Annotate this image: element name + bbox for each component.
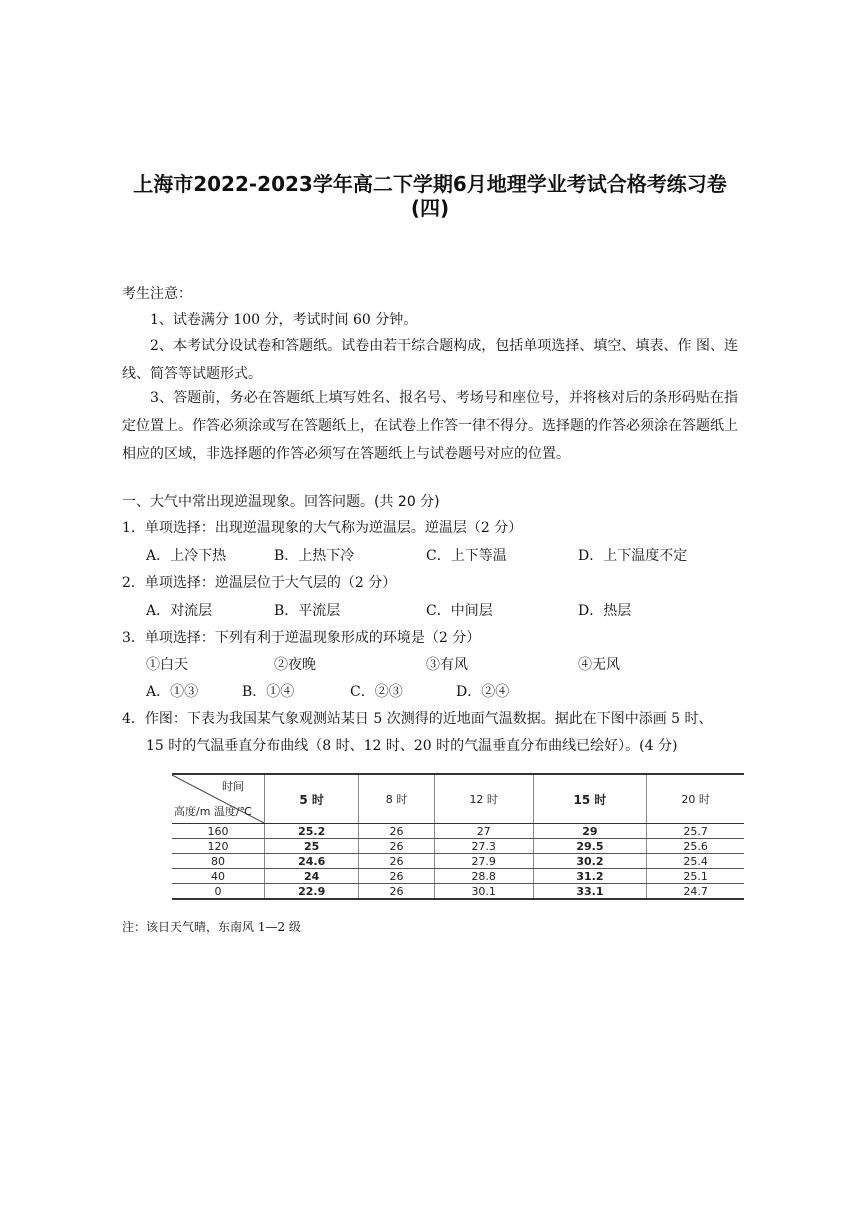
value-cell: 25.6 <box>647 839 744 854</box>
table-row <box>172 884 744 900</box>
question-3-option-b: B．①④ <box>242 684 295 700</box>
table-corner-header <box>172 774 265 824</box>
title-line-1: 上海市2022-2023学年高二下学期6月地理学业考试合格考练习卷 <box>133 172 727 196</box>
question-1-option-b: B．上热下冷 <box>274 548 355 564</box>
table-row <box>172 824 744 839</box>
corner-height-temp-label: 高度/m 温度/℃ <box>174 805 252 818</box>
value-cell: 30.1 <box>434 884 533 900</box>
value-cell: 24.7 <box>647 884 744 900</box>
question-3-option-c: C．②③ <box>350 684 403 700</box>
question-1-stem: 1．单项选择：出现逆温现象的大气称为逆温层。逆温层（2 分） <box>122 520 523 536</box>
header-15h: 15 时 <box>533 774 647 824</box>
value-cell: 33.1 <box>533 884 647 900</box>
value-cell: 26 <box>359 884 434 900</box>
height-cell: 0 <box>172 884 265 900</box>
question-4-stem-line-1: 4．作图：下表为我国某气象观测站某日 5 次测得的近地面气温数据。据此在下图中添画 5 时、 <box>122 711 713 727</box>
value-cell: 27 <box>434 824 533 839</box>
question-3-option-d: D．②④ <box>456 684 510 700</box>
value-cell: 25.2 <box>265 824 359 839</box>
question-2-option-d: D．热层 <box>578 603 632 619</box>
question-2-option-a: A．对流层 <box>146 603 213 619</box>
notice-item-2: 2、本考试分设试卷和答题纸。试卷由若干综合题构成，包括单项选择、填空、填表、作 图、连线、简答等试题形式。 <box>122 338 738 382</box>
value-cell: 26 <box>359 824 434 839</box>
value-cell: 30.2 <box>533 854 647 869</box>
header-12h: 12 时 <box>434 774 533 824</box>
question-1-option-c: C．上下等温 <box>426 548 507 564</box>
table-row <box>172 839 744 854</box>
notice-heading: 考生注意： <box>122 286 192 302</box>
question-3-item-3: ③有风 <box>426 657 468 673</box>
question-1-option-d: D．上下温度不定 <box>578 548 688 564</box>
value-cell: 25 <box>265 839 359 854</box>
notice-item-1: 1、试卷满分 100 分，考试时间 60 分钟。 <box>150 312 418 328</box>
value-cell: 25.4 <box>647 854 744 869</box>
value-cell: 26 <box>359 869 434 884</box>
value-cell: 27.3 <box>434 839 533 854</box>
question-3-item-1: ①白天 <box>146 657 188 673</box>
value-cell: 24.6 <box>265 854 359 869</box>
height-cell: 160 <box>172 824 265 839</box>
question-1-option-a: A．上冷下热 <box>146 548 227 564</box>
value-cell: 31.2 <box>533 869 647 884</box>
header-5h: 5 时 <box>265 774 359 824</box>
question-2-option-b: B．平流层 <box>274 603 341 619</box>
header-20h: 20 时 <box>647 774 744 824</box>
question-3-item-4: ④无风 <box>578 657 620 673</box>
page-title <box>0 172 860 220</box>
value-cell: 26 <box>359 839 434 854</box>
value-cell: 29 <box>533 824 647 839</box>
value-cell: 25.1 <box>647 869 744 884</box>
height-cell: 120 <box>172 839 265 854</box>
temperature-table <box>172 773 744 900</box>
value-cell: 26 <box>359 854 434 869</box>
question-3-option-a: A．①③ <box>146 684 199 700</box>
value-cell: 28.8 <box>434 869 533 884</box>
header-8h: 8 时 <box>359 774 434 824</box>
question-2-option-c: C．中间层 <box>426 603 493 619</box>
question-4-stem-line-2: 15 时的气温垂直分布曲线（8 时、12 时、20 时的气温垂直分布曲线已绘好）。(4 分) <box>146 738 678 754</box>
section-1-heading: 一、大气中常出现逆温现象。回答问题。(共 20 分) <box>122 494 440 510</box>
value-cell: 27.9 <box>434 854 533 869</box>
question-3-stem: 3．单项选择：下列有利于逆温现象形成的环境是（2 分） <box>122 630 481 646</box>
table-row <box>172 854 744 869</box>
table-note: 注：该日天气晴，东南风 1—2 级 <box>122 920 301 934</box>
title-line-2: (四) <box>410 196 450 220</box>
notice-item-3: 3、答题前，务必在答题纸上填写姓名、报名号、考场号和座位号，并将核对后的条形码贴在指定位置上。作答必须涂或写在答题纸上，在试卷上作答一律不得分。选择题的作答必须涂在答题纸上相应的区域，非选择题的作答必须写在答题纸上与试卷题号对应的位置。 <box>122 390 738 462</box>
value-cell: 29.5 <box>533 839 647 854</box>
height-cell: 40 <box>172 869 265 884</box>
table-row <box>172 869 744 884</box>
value-cell: 25.7 <box>647 824 744 839</box>
corner-time-label: 时间 <box>222 780 244 793</box>
height-cell: 80 <box>172 854 265 869</box>
question-2-stem: 2．单项选择：逆温层位于大气层的（2 分） <box>122 575 397 591</box>
value-cell: 22.9 <box>265 884 359 900</box>
question-3-item-2: ②夜晚 <box>274 657 316 673</box>
value-cell: 24 <box>265 869 359 884</box>
